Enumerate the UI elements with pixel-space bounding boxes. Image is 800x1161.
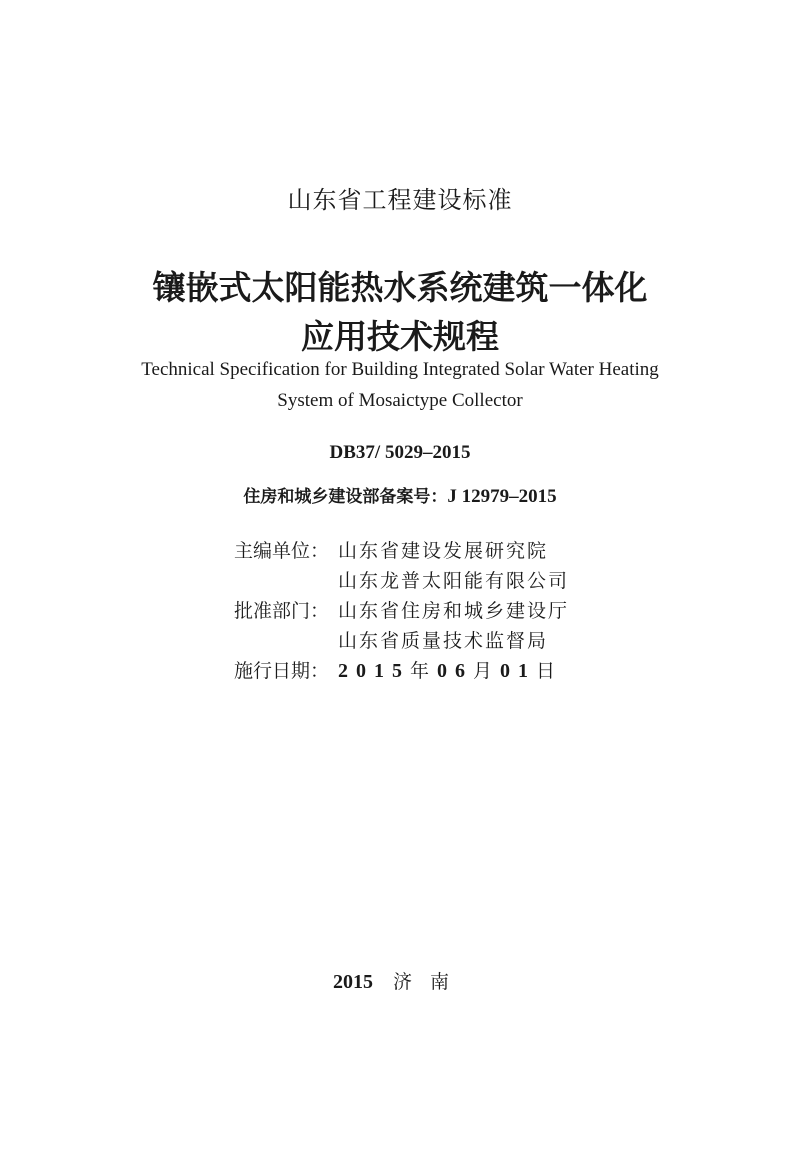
record-number [0, 482, 800, 508]
approver-2: 山东省质量技术监督局 [338, 630, 549, 652]
editor-1: 山东省建设发展研究院 [338, 540, 549, 562]
date-month: 06 [437, 660, 474, 682]
footer-year: 2015 [332, 971, 373, 993]
date-year-unit: 年 [410, 660, 438, 682]
approver-row [234, 596, 569, 626]
editor-row [234, 536, 569, 566]
editor-row-2 [234, 566, 569, 596]
approver-label: 批准部门： [234, 600, 330, 622]
publication-info [234, 536, 569, 686]
publication-footer [0, 967, 800, 994]
editor-2: 山东龙普太阳能有限公司 [338, 570, 570, 592]
record-label: 住房和城乡建设部备案号： [243, 487, 448, 507]
date-year: 2015 [338, 660, 410, 682]
spacer [234, 626, 338, 656]
english-title-line-1: Technical Specification for Building Integrated Solar Water Heating [141, 359, 659, 380]
english-title-line-2: System of Mosaictype Collector [277, 390, 523, 411]
date-day-unit: 日 [536, 660, 564, 682]
editor-label: 主编单位： [234, 540, 330, 562]
approver-row-2 [234, 626, 569, 656]
date-day: 01 [500, 660, 537, 682]
date-month-unit: 月 [473, 660, 501, 682]
standard-code: DB37/ 5029–2015 [329, 442, 471, 463]
approver-1: 山东省住房和城乡建设厅 [338, 600, 570, 622]
title-line-2: 应用技术规程 [301, 317, 499, 356]
date-row [234, 656, 569, 686]
spacer [234, 566, 338, 596]
record-number-value: J 12979–2015 [447, 486, 557, 507]
date-label: 施行日期： [234, 660, 330, 682]
effective-date [338, 656, 563, 686]
title-line-1: 镶嵌式太阳能热水系统建筑一体化 [152, 268, 648, 307]
footer-city: 济南 [392, 971, 467, 993]
standard-series: 山东省工程建设标准 [287, 186, 513, 214]
